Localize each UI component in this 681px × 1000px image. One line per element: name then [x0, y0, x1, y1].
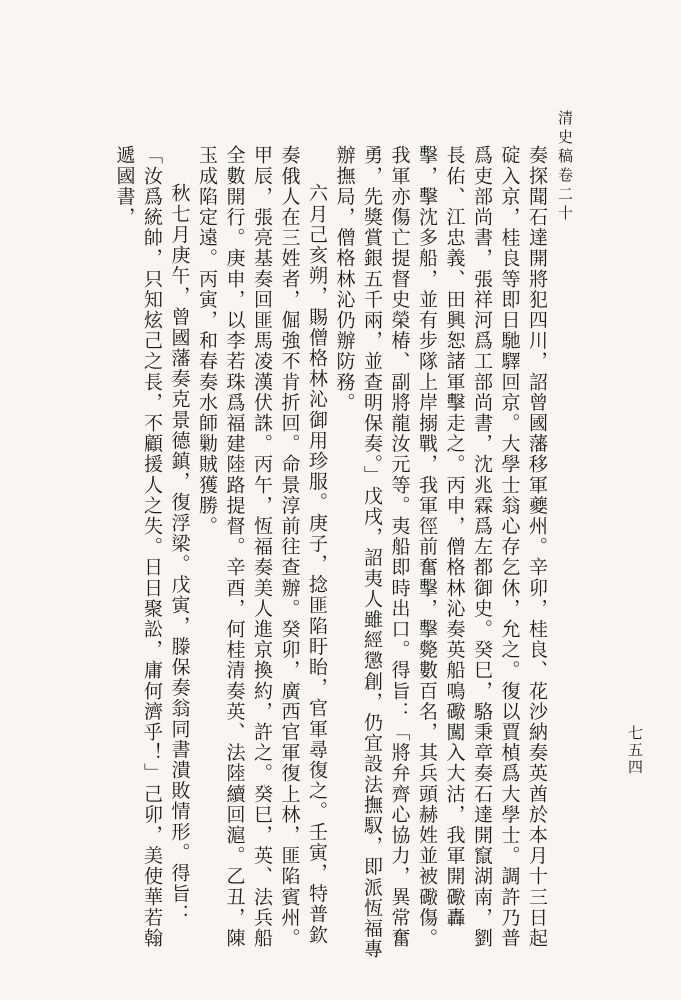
paragraph-seventh-month: 秋七月庚午，曾國藩奏克景德鎮，復浮梁。戊寅，滕保奏翁同書潰敗情形。得旨：「汝爲統帥，只知炫己之長，不顧援人之失。日日聚訟，庸何濟乎！」己卯，美使華若翰遞國書，: [113, 145, 191, 949]
running-header-title: 清史稿卷二十: [556, 110, 574, 224]
main-text-column-block: [60, 145, 550, 965]
paragraph-sixth-month: 六月己亥朔，賜僧格林沁御用珍服。庚子，捻匪陷盱眙，官軍尋復之。壬寅，特普欽奏俄人在三姓者，倔強不肯折回。命景淳前往查辦。癸卯，廣西官軍復上林，匪陷賓州。甲辰，張亮基奏回匪馬凌漢伏誅。丙午，恆福奏美人進京換約，許之。癸巳，英、法兵船全數開行。庚申，以李若珠爲福建陸路提督。辛酉，何桂清奏英、法陸續回滬。乙丑，陳玉成陷定遠。丙寅，和春奏水師勦賊獲勝。: [196, 145, 328, 949]
page-number: 七五四: [626, 725, 644, 776]
paragraph-continued: 奏探聞石達開將犯四川，詔曾國藩移軍夔州。辛卯，桂良、花沙納奏英酋於本月十三日起碇入京，桂良等即日馳驛回京。大學士翁心存乞休，允之。復以賈楨爲大學士。調許乃普爲吏部尚書，張祥河爲工部尚書，沈兆霖爲左都御史。癸巳，駱秉章奏石達開竄湖南，劉長佑、江忠義、田興恕諸軍擊走之。丙申，僧格林沁奏英船鳴礮闖入大沽，我軍開礮轟擊，擊沈多船，並有步隊上岸搦戰，我軍徑前奮擊，擊斃數百名，其兵頭赫姓並被礮傷。我軍亦傷亡提督史榮椿、副將龍汝元等。夷船即時出口。得旨：「將弁齊心協力，異常奮勇，先獎賞銀五千兩，並查明保奏。」戊戌，詔夷人雖經懲創，仍宜設法撫馭，即派恆福專辦撫局，僧格林沁仍辦防務。: [333, 145, 548, 960]
